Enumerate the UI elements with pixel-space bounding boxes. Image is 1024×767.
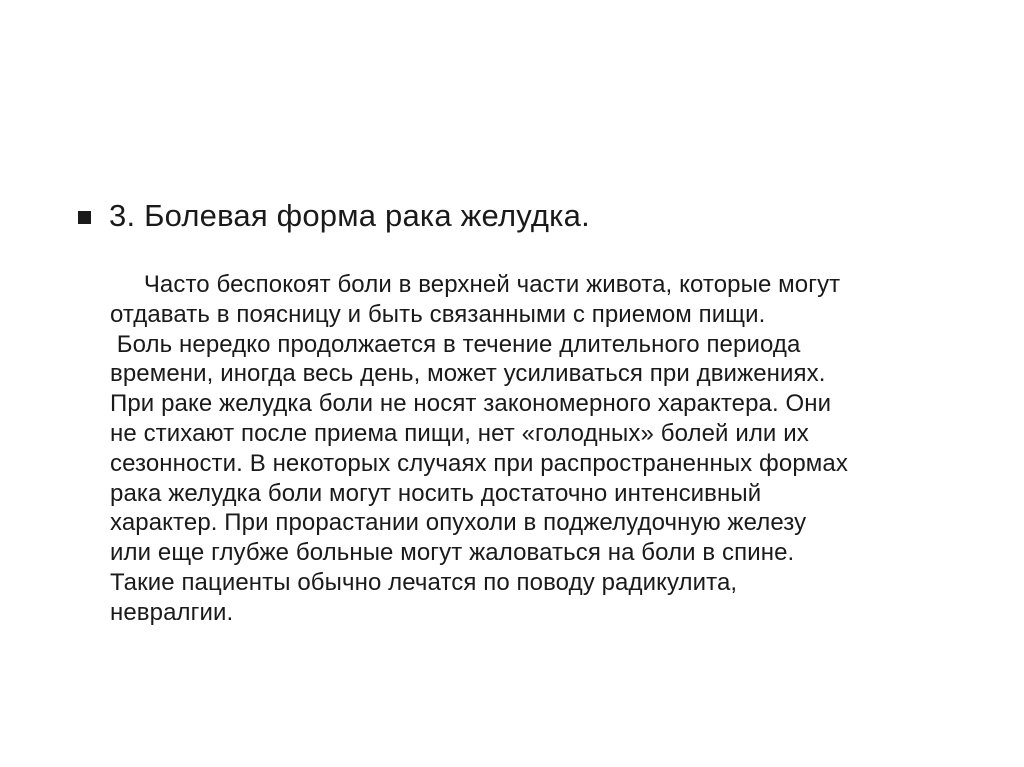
body-paragraph <box>110 270 1000 628</box>
body-line: времени, иногда весь день, может усиливаться при движениях. <box>110 360 826 388</box>
body-line: характер. При прорастании опухоли в поджелудочную железу <box>110 509 807 537</box>
square-bullet-icon <box>78 211 91 224</box>
body-line: Часто беспокоят боли в верхней части живота, которые могут <box>110 271 841 298</box>
body-line: Боль нередко продолжается в течение длительного периода <box>110 330 801 358</box>
body-line: При раке желудка боли не носят закономерного характера. Они <box>110 390 832 418</box>
body-line: невралгии. <box>110 598 234 626</box>
body-line: или еще глубже больные могут жаловаться на боли в спине. <box>110 539 795 567</box>
slide-heading: 3. Болевая форма рака желудка. <box>109 198 590 233</box>
body-line: не стихают после приема пищи, нет «голодных» болей или их <box>110 419 809 447</box>
body-line: Такие пациенты обычно лечатся по поводу радикулита, <box>110 568 738 596</box>
body-line: рака желудка боли могут носить достаточно интенсивный <box>110 479 762 507</box>
heading-row <box>78 196 590 236</box>
body-line: отдавать в поясницу и быть связанными с приемом пищи. <box>110 300 766 328</box>
body-line: сезонности. В некоторых случаях при распространенных формах <box>110 449 848 477</box>
